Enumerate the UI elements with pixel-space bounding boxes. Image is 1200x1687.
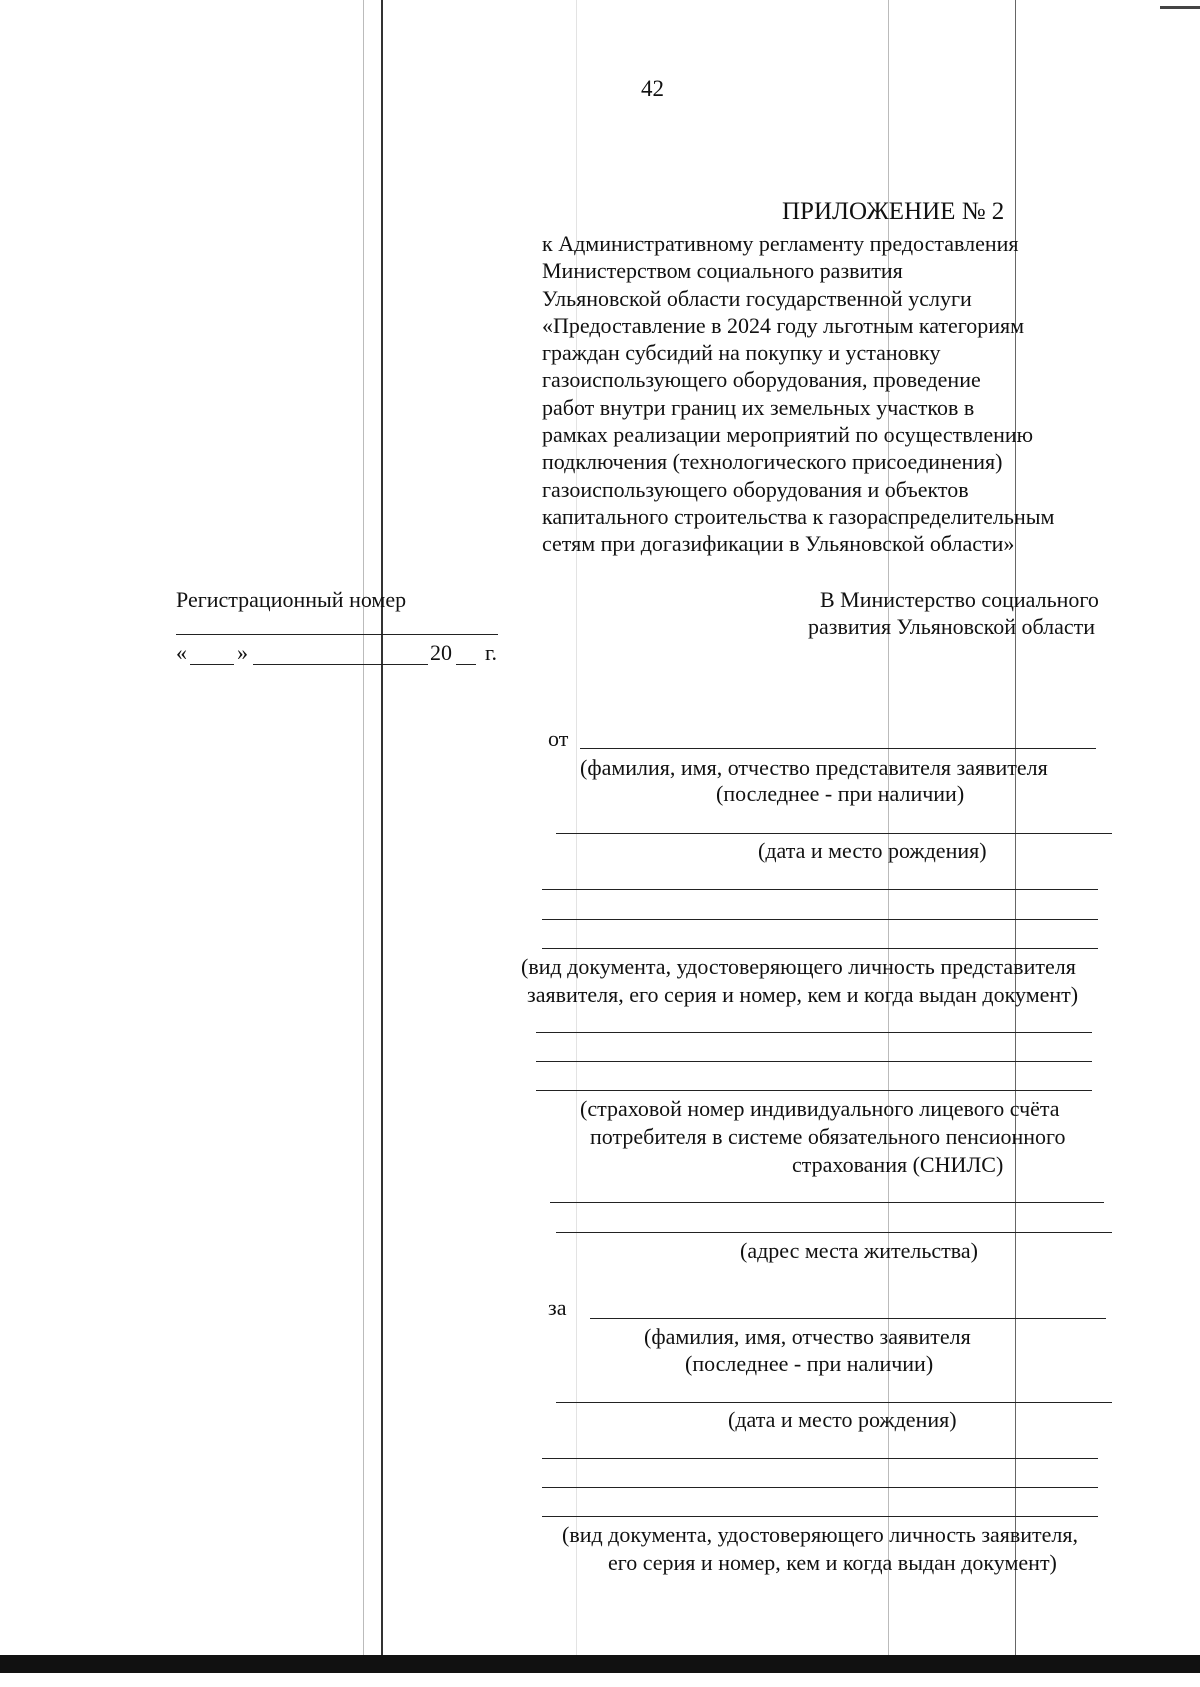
representative-doc-field-1[interactable] — [542, 889, 1098, 890]
applicant-fio-caption-note: (последнее - при наличии) — [685, 1351, 934, 1376]
applicant-fio-caption: (фамилия, имя, отчество заявителя — [644, 1324, 971, 1349]
registration-year-suffix: г. — [485, 640, 498, 665]
snils-field-1[interactable] — [536, 1032, 1092, 1033]
snils-caption-line-2: потребителя в системе обязательного пенсионного — [590, 1124, 1066, 1149]
registration-year-prefix: 20 — [430, 640, 452, 665]
registration-year-field[interactable] — [456, 664, 476, 665]
appendix-line: газоиспользующего оборудования, проведение — [542, 367, 981, 393]
applicant-birth-caption: (дата и место рождения) — [728, 1407, 957, 1432]
scan-artifact-bottom-bar — [0, 1655, 1200, 1673]
appendix-title: ПРИЛОЖЕНИЕ № 2 — [782, 198, 1005, 225]
registration-date-close-quote: » — [237, 640, 248, 665]
representative-birth-field[interactable] — [556, 833, 1112, 834]
applicant-fio-field[interactable] — [590, 1318, 1106, 1319]
representative-doc-caption: (вид документа, удостоверяющего личность представителя — [521, 954, 1076, 979]
appendix-line: газоиспользующего оборудования и объектов — [542, 476, 969, 502]
addressee-line-2: развития Ульяновской области — [808, 614, 1096, 639]
representative-doc-field-3[interactable] — [542, 948, 1098, 949]
registration-date-open-quote: « — [176, 640, 187, 665]
representative-doc-caption-note: заявителя, его серия и номер, кем и когда выдан документ) — [527, 982, 1079, 1007]
registration-label: Регистрационный номер — [176, 587, 407, 612]
applicant-doc-caption-note: его серия и номер, кем и когда выдан документ) — [608, 1550, 1057, 1575]
snils-field-3[interactable] — [536, 1090, 1092, 1091]
registration-day-field[interactable] — [190, 664, 234, 665]
appendix-line: капитального строительства к газораспределительным — [542, 503, 1055, 529]
appendix-line: «Предоставление в 2024 году льготным категориям — [542, 312, 1025, 338]
applicant-doc-field-1[interactable] — [542, 1458, 1098, 1459]
address-field-2[interactable] — [556, 1232, 1112, 1233]
representative-birth-caption: (дата и место рождения) — [758, 838, 987, 863]
snils-caption: (страховой номер индивидуального лицевого счёта — [580, 1096, 1060, 1121]
appendix-line: сетям при догазификации в Ульяновской области» — [542, 531, 1015, 557]
for-label: за — [548, 1295, 567, 1320]
applicant-doc-caption: (вид документа, удостоверяющего личность заявителя, — [562, 1522, 1079, 1547]
registration-number-field[interactable] — [176, 634, 498, 635]
appendix-line: подключения (технологического присоединения) — [542, 449, 1003, 475]
address-caption: (адрес места жительства) — [740, 1238, 978, 1263]
page-number: 42 — [641, 76, 664, 101]
representative-fio-field[interactable] — [580, 748, 1096, 749]
registration-month-field[interactable] — [253, 664, 428, 665]
scan-artifact-corner — [1160, 6, 1200, 9]
appendix-line: работ внутри границ их земельных участков в — [542, 394, 975, 420]
appendix-line: граждан субсидий на покупку и установку — [542, 340, 941, 366]
appendix-line: к Административному регламенту предоставления — [542, 231, 1019, 256]
appendix-line: Министерством социального развития — [542, 258, 903, 284]
appendix-text — [542, 230, 1054, 558]
applicant-doc-field-2[interactable] — [542, 1487, 1098, 1488]
representative-doc-field-2[interactable] — [542, 919, 1098, 920]
scan-artifact-left-line — [381, 0, 383, 1655]
appendix-line: Ульяновской области государственной услуги — [542, 285, 972, 311]
address-field-1[interactable] — [550, 1202, 1104, 1203]
addressee-line-1: В Министерство социального — [820, 587, 1099, 612]
appendix-line: рамках реализации мероприятий по осуществлению — [542, 422, 1034, 448]
snils-field-2[interactable] — [536, 1061, 1092, 1062]
applicant-doc-field-3[interactable] — [542, 1516, 1098, 1517]
snils-caption-line-3: страхования (СНИЛС) — [792, 1152, 1004, 1177]
representative-fio-caption: (фамилия, имя, отчество представителя заявителя — [580, 755, 1048, 780]
representative-fio-caption-note: (последнее - при наличии) — [716, 781, 965, 806]
from-label: от — [548, 726, 569, 751]
scan-artifact-line — [363, 0, 364, 1655]
applicant-birth-field[interactable] — [556, 1402, 1112, 1403]
